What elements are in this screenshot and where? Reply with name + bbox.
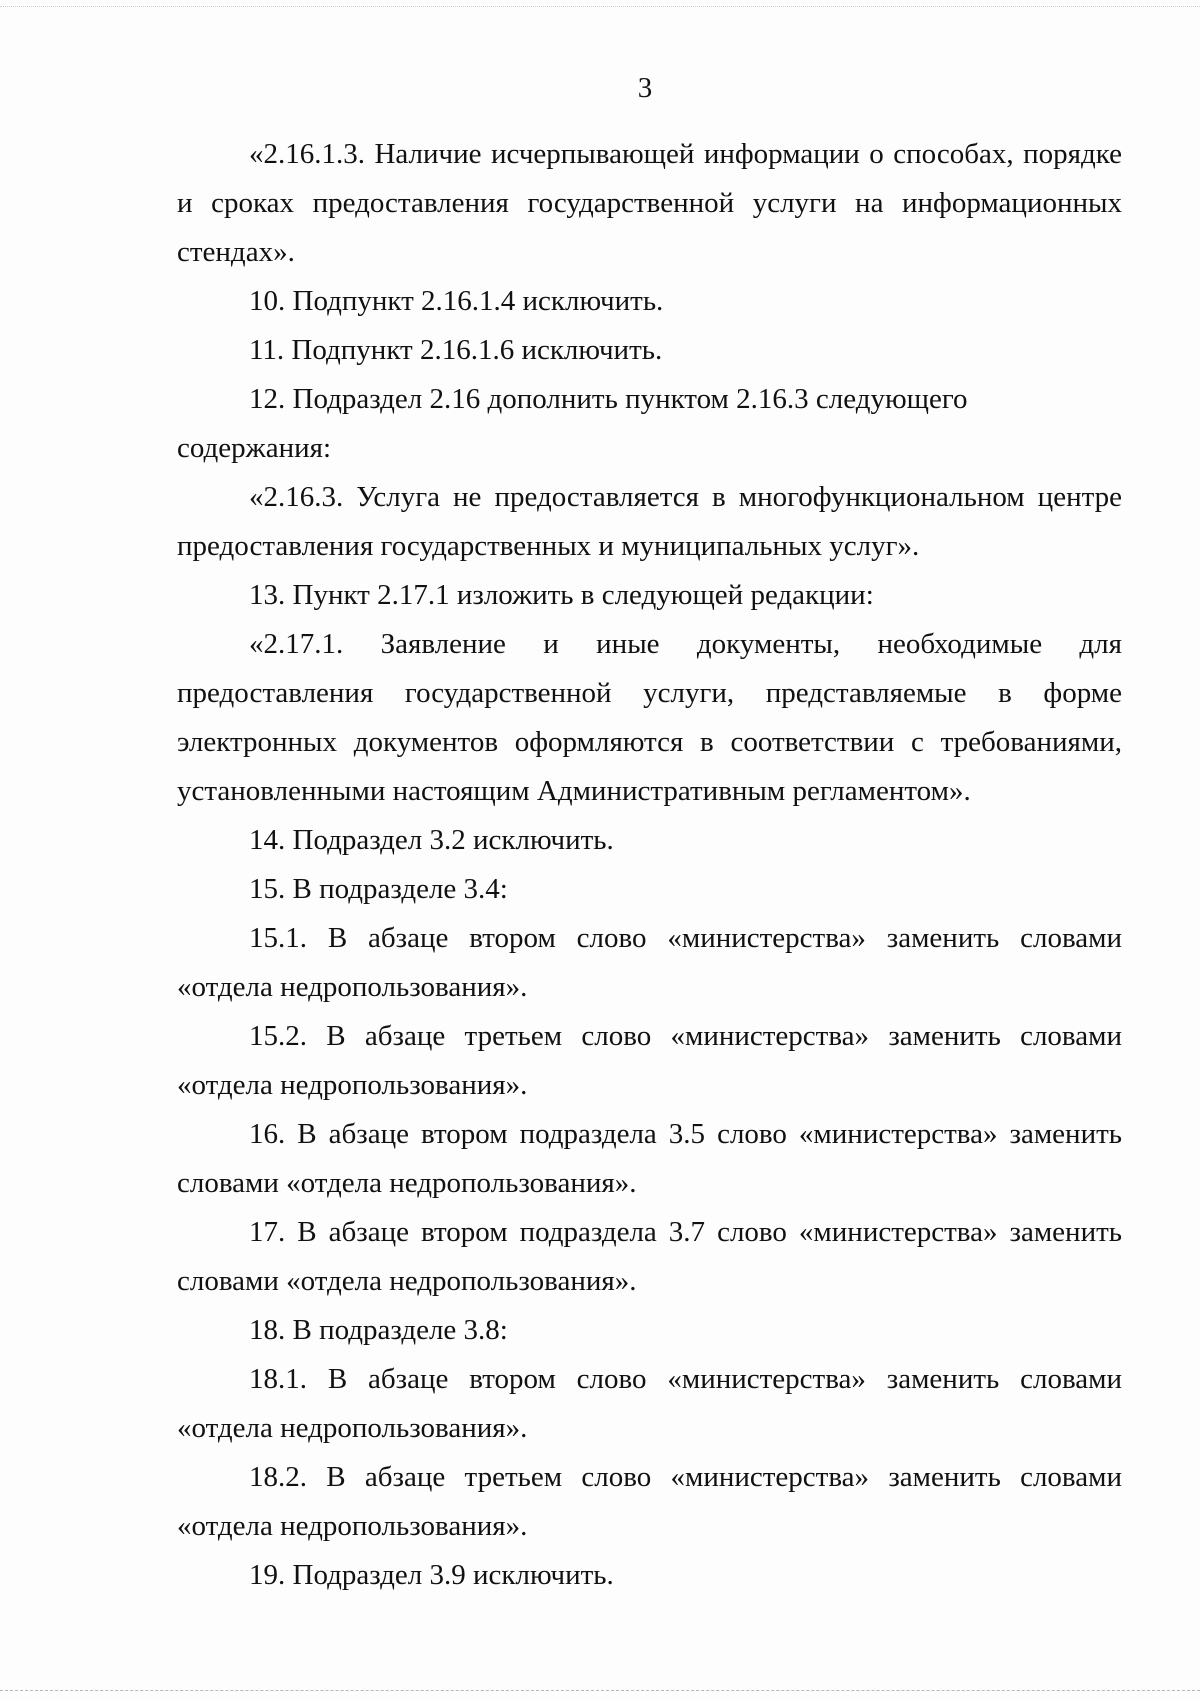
paragraph-item-10: 10. Подпункт 2.16.1.4 исключить. bbox=[249, 285, 664, 317]
paragraph-item-12: 12. Подраздел 2.16 дополнить пунктом 2.16.3 следующего содержания: bbox=[177, 383, 968, 464]
paragraph-2-17-1: «2.17.1. Заявление и иные документы, необходимые для предоставления государственной услуги, представляемые в форме электронных документов оформляются в соответствии с требованиями, установленными настоящим Административным регламентом». bbox=[177, 628, 1122, 807]
paragraph-item-16: 16. В абзаце втором подраздела 3.5 слово «министерства» заменить словами «отдела недропользования». bbox=[177, 1118, 1122, 1199]
paragraph-item-18: 18. В подразделе 3.8: bbox=[249, 1314, 508, 1346]
paragraph-item-18-1: 18.1. В абзаце втором слово «министерства» заменить словами «отдела недропользования». bbox=[177, 1363, 1122, 1444]
paragraph-item-15-1: 15.1. В абзаце втором слово «министерства» заменить словами «отдела недропользования». bbox=[177, 922, 1122, 1003]
paragraph-2-16-3: «2.16.3. Услуга не предоставляется в многофункциональном центре предоставления государственных и муниципальных услуг». bbox=[177, 481, 1122, 562]
scan-edge-bottom bbox=[0, 1690, 1200, 1691]
document-body bbox=[177, 130, 1122, 1600]
page-number: 3 bbox=[637, 72, 653, 104]
scan-edge-top bbox=[0, 6, 1200, 7]
paragraph-item-14: 14. Подраздел 3.2 исключить. bbox=[249, 824, 614, 856]
paragraph-item-19: 19. Подраздел 3.9 исключить. bbox=[249, 1559, 614, 1591]
paragraph-item-15-2: 15.2. В абзаце третьем слово «министерства» заменить словами «отдела недропользования». bbox=[177, 1020, 1122, 1101]
paragraph-item-17: 17. В абзаце втором подраздела 3.7 слово «министерства» заменить словами «отдела недропользования». bbox=[177, 1216, 1122, 1297]
paragraph-item-15: 15. В подразделе 3.4: bbox=[249, 873, 508, 905]
paragraph-2-16-1-3: «2.16.1.3. Наличие исчерпывающей информации о способах, порядке и сроках предоставления государственной услуги на информационных стендах». bbox=[177, 138, 1122, 268]
paragraph-item-13: 13. Пункт 2.17.1 изложить в следующей редакции: bbox=[249, 579, 874, 611]
paragraph-item-18-2: 18.2. В абзаце третьем слово «министерства» заменить словами «отдела недропользования». bbox=[177, 1461, 1122, 1542]
paragraph-item-11: 11. Подпункт 2.16.1.6 исключить. bbox=[249, 334, 663, 366]
